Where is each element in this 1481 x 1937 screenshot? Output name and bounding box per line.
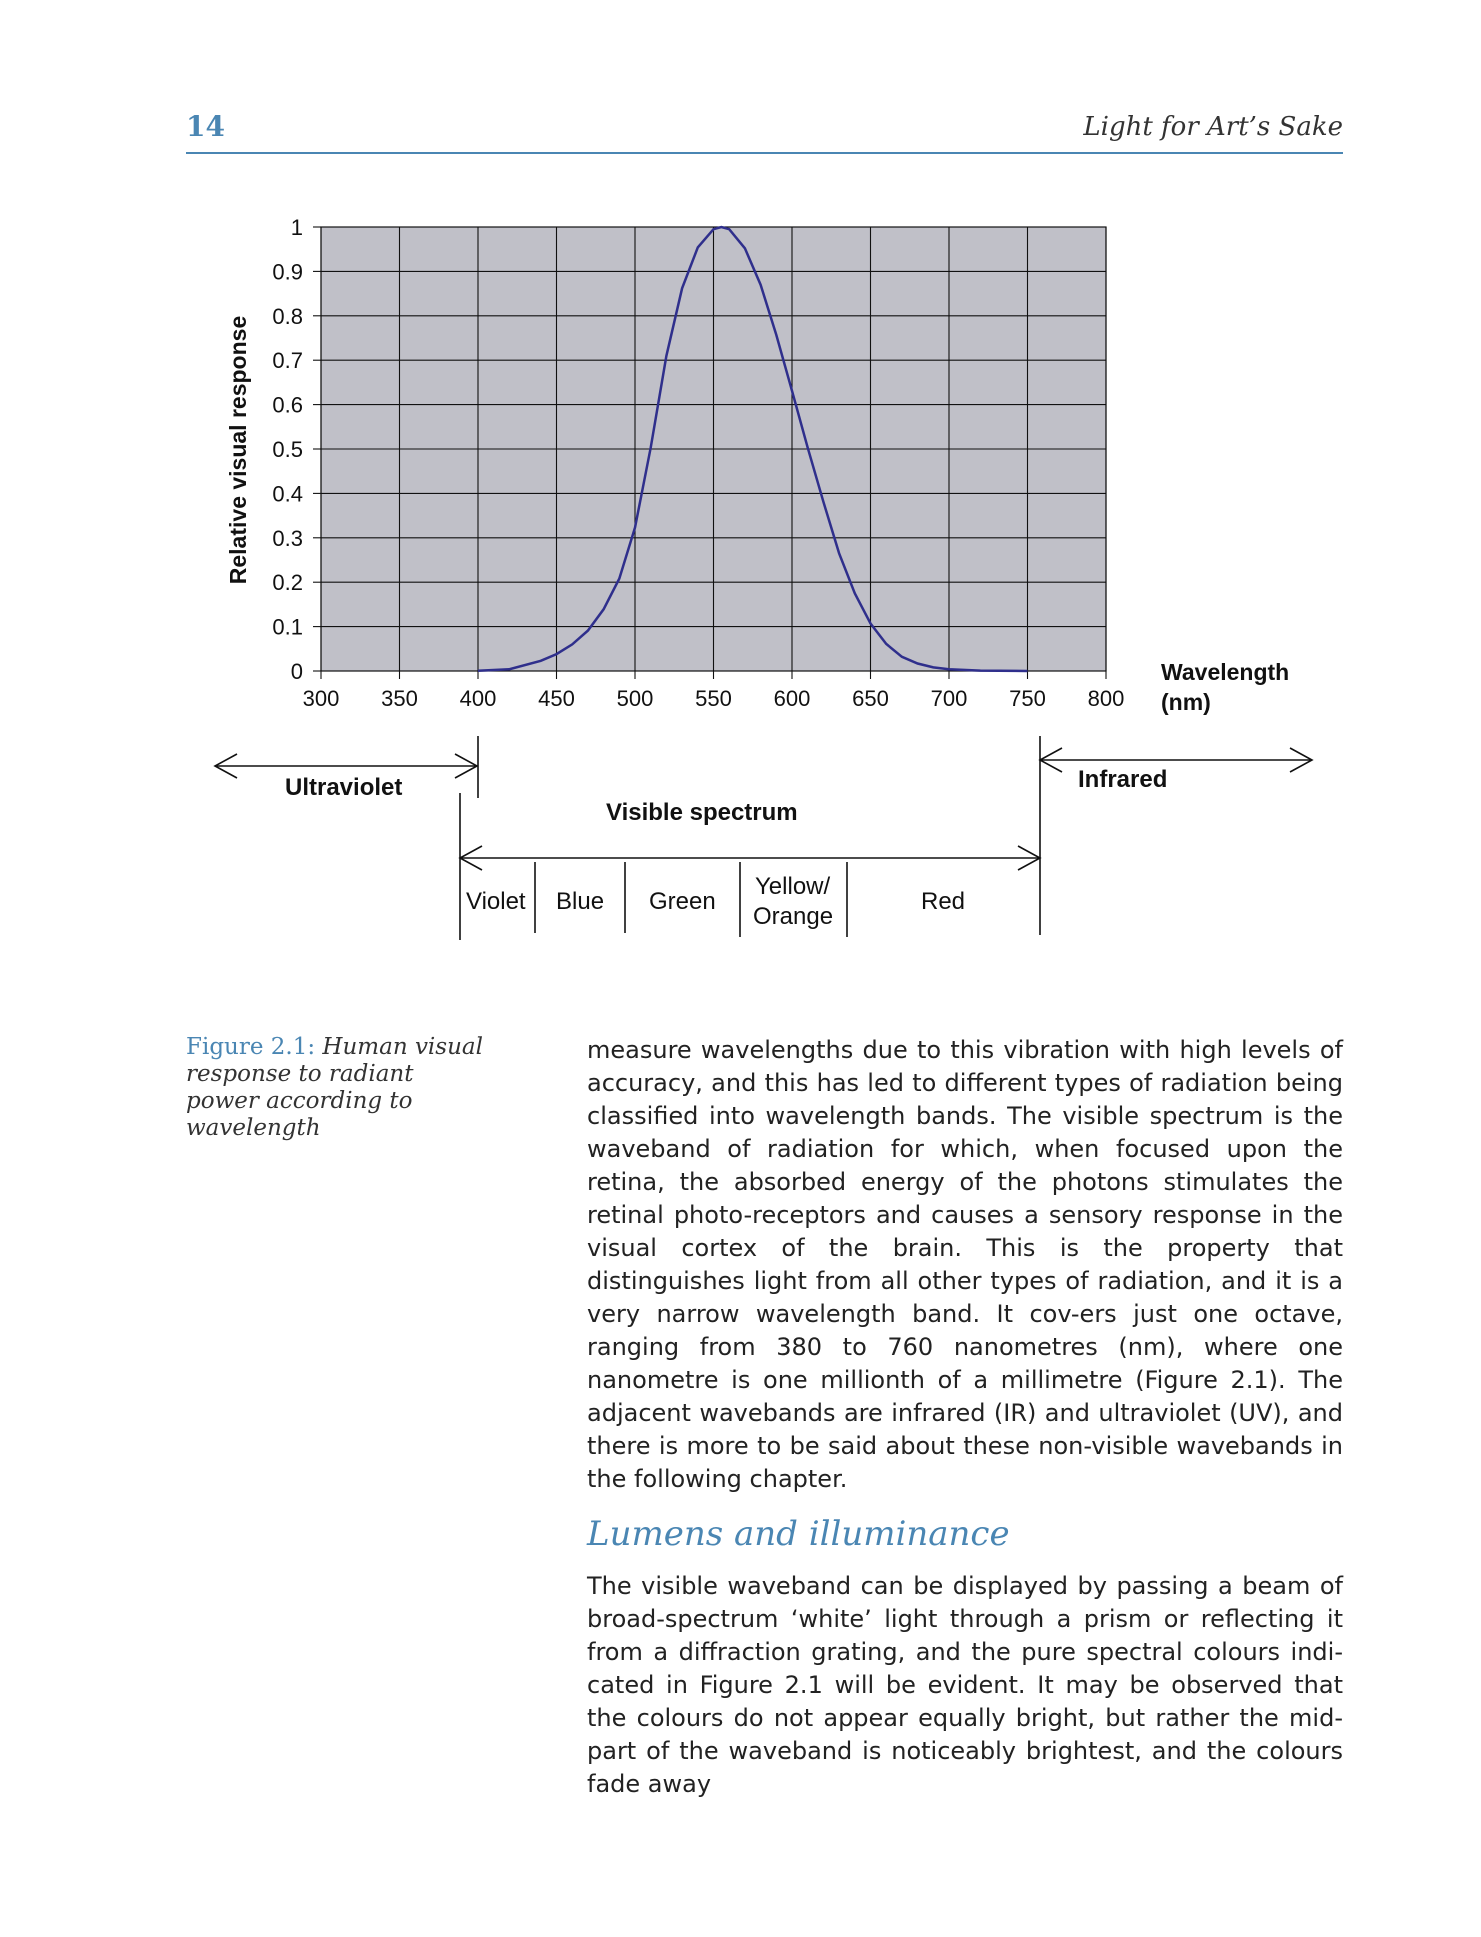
x-tick-label: 450 <box>538 686 575 711</box>
x-tick-label: 800 <box>1087 686 1125 711</box>
y-tick-label: 0.5 <box>272 437 303 462</box>
y-tick-label: 0.2 <box>272 570 303 596</box>
band-blue: Blue <box>556 888 605 915</box>
infrared-label: Infrared <box>1078 766 1168 793</box>
x-axis-label-line2: (nm) <box>1161 689 1211 715</box>
x-tick-label: 650 <box>852 686 889 711</box>
band-red: Red <box>921 888 966 915</box>
x-tick-label: 350 <box>381 686 418 711</box>
y-tick-label: 1 <box>290 215 303 240</box>
y-tick-label: 0.4 <box>272 481 303 507</box>
y-tick-label: 0 <box>290 659 303 684</box>
body-paragraph: The visible waveband can be displayed by passing a beam of broad-spectrum ‘white’ light through a prism or reflecting it from a diffraction grating, and the pure spectral colours indi-cated in Figure 2.1 will be evident. It may be observed that the colours do not appear equally bright, but rather the mid-part of the waveband is noticeably brightest, and the colours fade away <box>587 1572 1343 1798</box>
caption-label: Figure 2.1: <box>186 1034 316 1060</box>
y-tick-label: 0.9 <box>272 259 303 285</box>
x-tick-label: 700 <box>930 686 968 711</box>
y-tick-label: 0.3 <box>272 525 303 551</box>
x-tick-label: 300 <box>302 686 340 711</box>
running-head: Light for Art’s Sake <box>1083 112 1343 142</box>
ultraviolet-label: Ultraviolet <box>285 774 403 801</box>
section-heading: Lumens and illuminance <box>587 1514 1010 1554</box>
band-violet: Violet <box>466 888 526 915</box>
y-tick-label: 0.1 <box>272 614 303 640</box>
figure-caption <box>186 1034 486 1142</box>
y-tick-label: 0.6 <box>272 392 303 418</box>
y-tick-label: 0.7 <box>272 348 303 374</box>
x-tick-label: 600 <box>773 686 811 711</box>
y-axis-label: Relative visual response <box>225 315 251 585</box>
x-tick-label: 500 <box>616 686 654 711</box>
caption-text: Human visual response to radiant power according to wavelength <box>186 1034 483 1141</box>
x-tick-label: 750 <box>1009 686 1046 711</box>
x-tick-label: 550 <box>695 686 732 711</box>
x-axis-label-line1: Wavelength <box>1161 659 1290 685</box>
band-green: Green <box>649 888 716 915</box>
band-orange: Orange <box>753 903 834 930</box>
band-yellow: Yellow/ <box>755 873 831 900</box>
y-tick-label: 0.8 <box>272 303 303 329</box>
body-paragraph: measure wavelengths due to this vibration with high levels of accuracy, and this has led to different types of radiation being classified into wavelength bands. The visible spectrum is the waveband of radiation for which, when focused upon the retina, the absorbed energy of the photons stimulates the retinal photo-receptors and causes a sensory response in the visual cortex of the brain. This is the property that distinguishes light from all other types of radiation, and it is a very narrow wavelength band. It cov-ers just one octave, ranging from 380 to 760 nanometres (nm), where one nanometre is one millionth of a millimetre (Figure 2.1). The adjacent wavebands are infrared (IR) and ultraviolet (UV), and there is more to be said about these non-visible wavebands in the following chapter. <box>587 1036 1343 1493</box>
visible-spectrum-label: Visible spectrum <box>606 799 798 826</box>
page-number: 14 <box>186 110 225 143</box>
x-tick-label: 400 <box>459 686 497 711</box>
